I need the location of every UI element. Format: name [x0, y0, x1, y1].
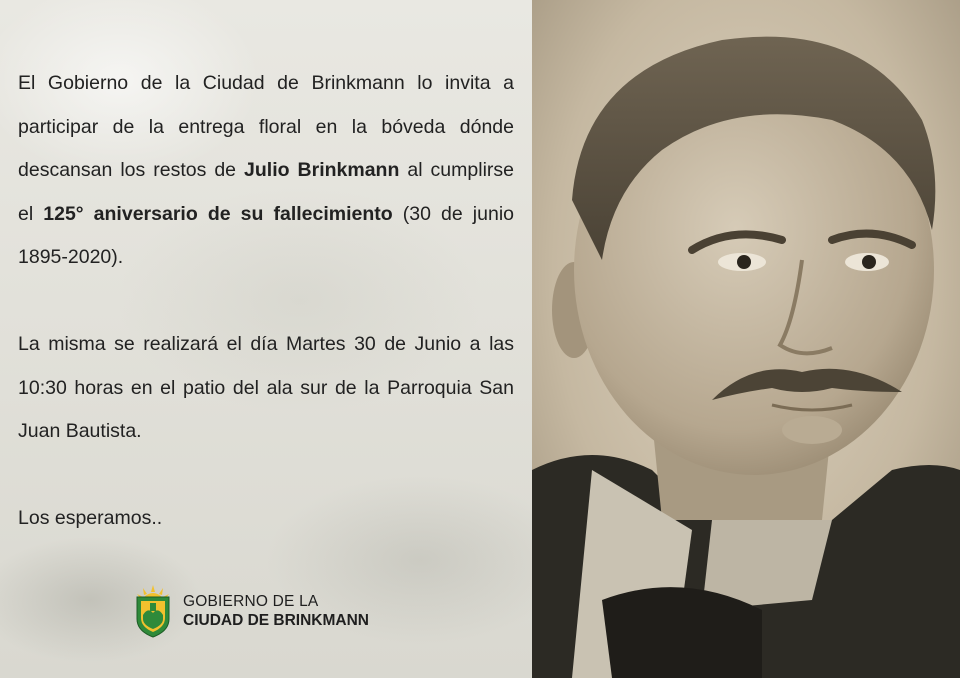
date-range: (30 de junio 1895-2020).	[18, 202, 514, 268]
text-run: al cumplirse el	[18, 159, 514, 225]
logo-wordmark	[183, 592, 369, 630]
logo-line-2: CIUDAD DE BRINKMANN	[183, 612, 369, 629]
text-run: El Gobierno de la Ciudad de Brinkmann lo invita a participar de la entrega floral en la bóveda dónde descansan los restos de	[18, 72, 514, 181]
invitation-text	[18, 62, 514, 541]
paragraph-event-details: La misma se realizará el día Martes 30 de Junio a las 10:30 horas en el patio del ala sur de la Parroquia San Juan Bautista.	[18, 333, 514, 442]
portrait-panel	[532, 0, 960, 678]
anniversary-text: 125° aniversario de su fallecimiento	[43, 202, 393, 225]
government-logo	[133, 583, 369, 639]
julio-brinkmann-portrait	[532, 0, 960, 678]
city-shield-icon	[133, 583, 173, 639]
honoree-name: Julio Brinkmann	[244, 159, 400, 181]
paragraph-invitation	[18, 62, 514, 280]
paragraph-closing: Los esperamos..	[18, 507, 163, 529]
logo-line-1: GOBIERNO DE LA	[183, 593, 319, 610]
